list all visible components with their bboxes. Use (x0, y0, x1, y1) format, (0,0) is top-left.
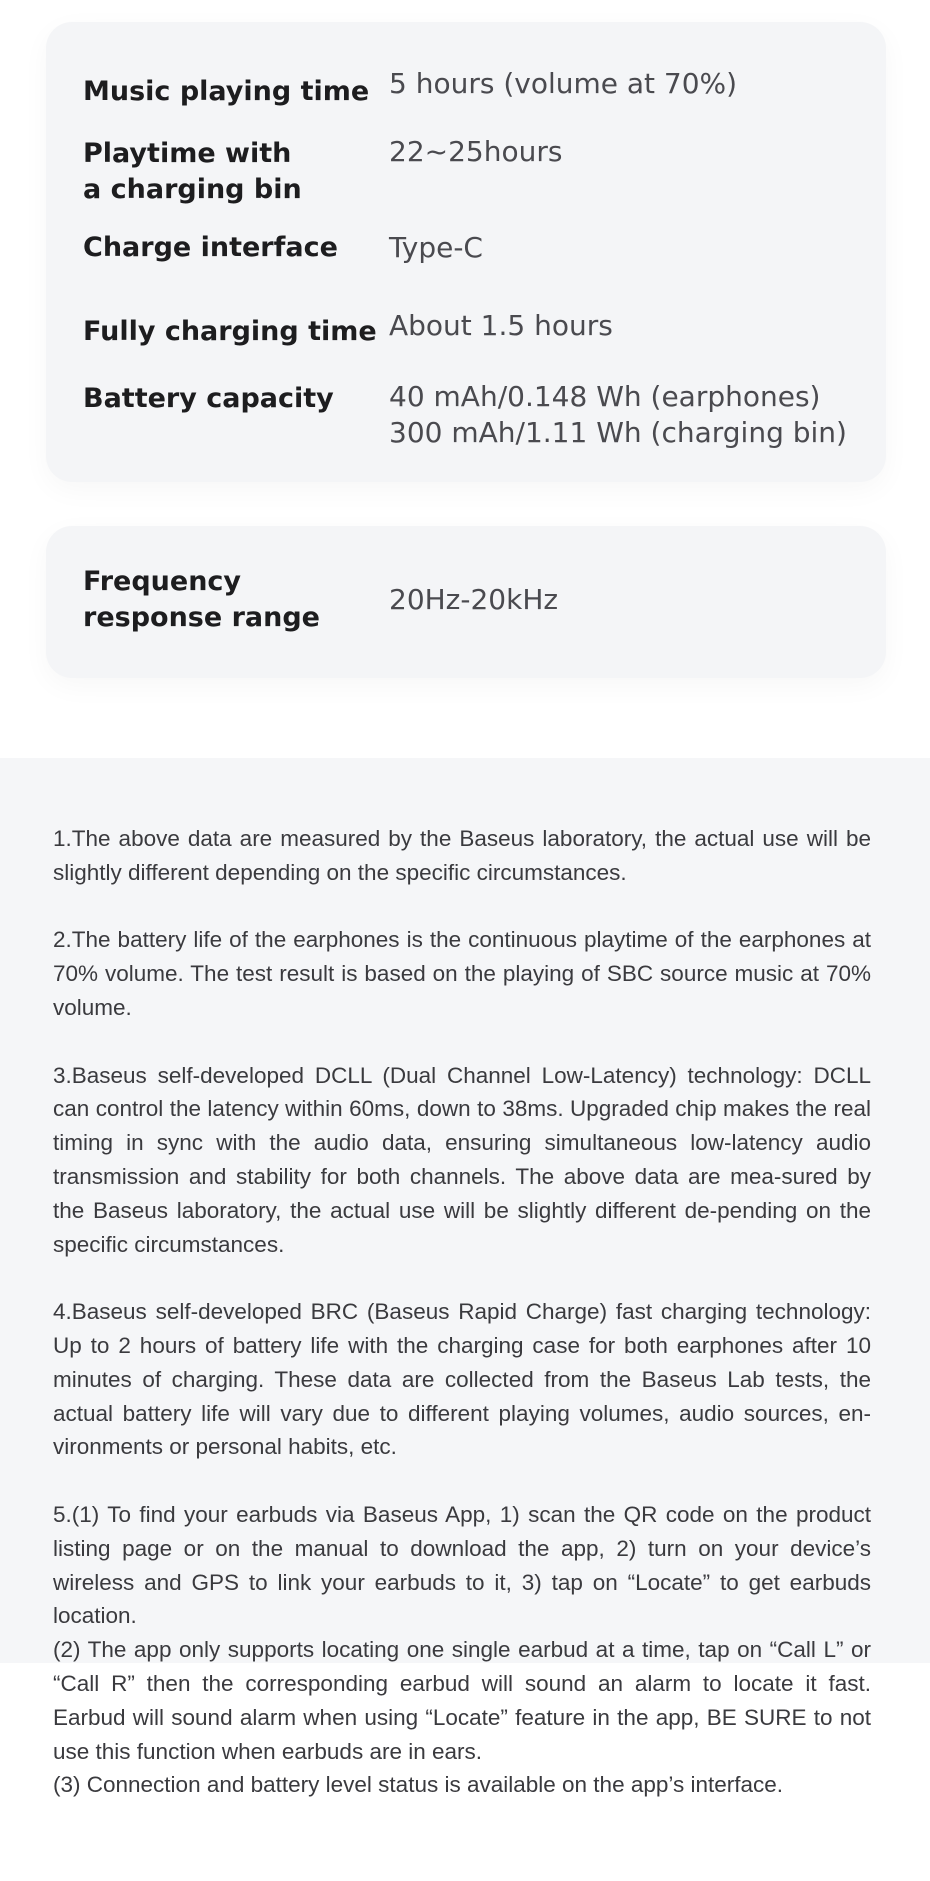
spec-label: Fully charging time (83, 316, 377, 347)
spec-label: Battery capacity (83, 383, 334, 414)
note-5-part-1: 5.(1) To find your earbuds via Baseus App, 1) scan the QR code on the product listing page or on the manual to download the app, 2) turn on your device’s wireless and GPS to link your earbuds to it, 3) tap on “Locate” to get earbuds location. (53, 1501, 871, 1629)
spec-value-line: 300 mAh/1.11 Wh (charging bin) (389, 416, 847, 449)
spec-value-line: 5 hours (volume at 70%) (389, 67, 738, 100)
note-5-part-2: (2) The app only supports locating one single earbud at a time, tap on “Call L” or “Call R” then the corresponding earbud will sound an alarm to locate it fast. Earbud will sound alarm when using “Locate” feature in the app, BE SURE to not use this function when earbuds are in ears. (53, 1637, 871, 1764)
battery-specs-card (46, 22, 886, 482)
spec-row-fully-charging-time (83, 308, 873, 350)
spec-row-music-playing-time (83, 66, 873, 110)
spec-label: Music playing time (83, 76, 370, 107)
spec-value (389, 582, 873, 636)
footnotes (53, 822, 871, 1802)
spec-row-frequency-response (83, 564, 873, 636)
spec-value (389, 134, 873, 208)
note-1: 1.The above data are measured by the Baseus laboratory, the actual use will be slightly different depending on the specific circumstances. (53, 826, 871, 885)
spec-value-line: 40 mAh/0.148 Wh (earphones) (389, 380, 821, 413)
spec-value-line: 20Hz-20kHz (389, 583, 559, 616)
spec-row-battery-capacity (83, 379, 873, 451)
spec-value (389, 308, 873, 350)
spec-row-charge-interface (83, 230, 873, 266)
note-3: 3.Baseus self-developed DCLL (Dual Channel Low-Latency) technology: DCLL can control the latency within 60ms, down to 38ms. Upgraded chip makes the real timing in sync with the audio data, ensuring simultaneous low-latency audio transmission and stability for both channels. The above data are mea-sured by the Baseus laboratory, the actual use will be slightly different de-pending on the specific circumstances. (53, 1062, 871, 1257)
spec-value-line: 22~25hours (389, 135, 563, 168)
note-4: 4.Baseus self-developed BRC (Baseus Rapid Charge) fast charging technology: Up to 2 hours of battery life with the charging case for both earphones after 10 minutes of charging. These data are collected from the Baseus Lab tests, the actual battery life will vary due to different playing volumes, audio sources, en-vironments or personal habits, etc. (53, 1299, 871, 1460)
spec-label: Playtime with a charging bin (83, 138, 302, 205)
spec-label: Charge interface (83, 232, 338, 263)
spec-value-line: Type-C (389, 231, 483, 264)
note-5-part-3: (3) Connection and battery level status is available on the app’s interface. (53, 1772, 784, 1798)
spec-value-line: About 1.5 hours (389, 309, 613, 342)
spec-value (389, 230, 873, 266)
spec-value (389, 66, 873, 110)
spec-value (389, 379, 873, 451)
spec-row-playtime-charging-bin (83, 136, 873, 208)
spec-label: Frequency response range (83, 566, 320, 633)
audio-specs-card (46, 526, 886, 678)
note-2: 2.The battery life of the earphones is the continuous playtime of the earphones at 70% volume. The test result is based on the playing of SBC source music at 70% volume. (53, 927, 871, 1020)
